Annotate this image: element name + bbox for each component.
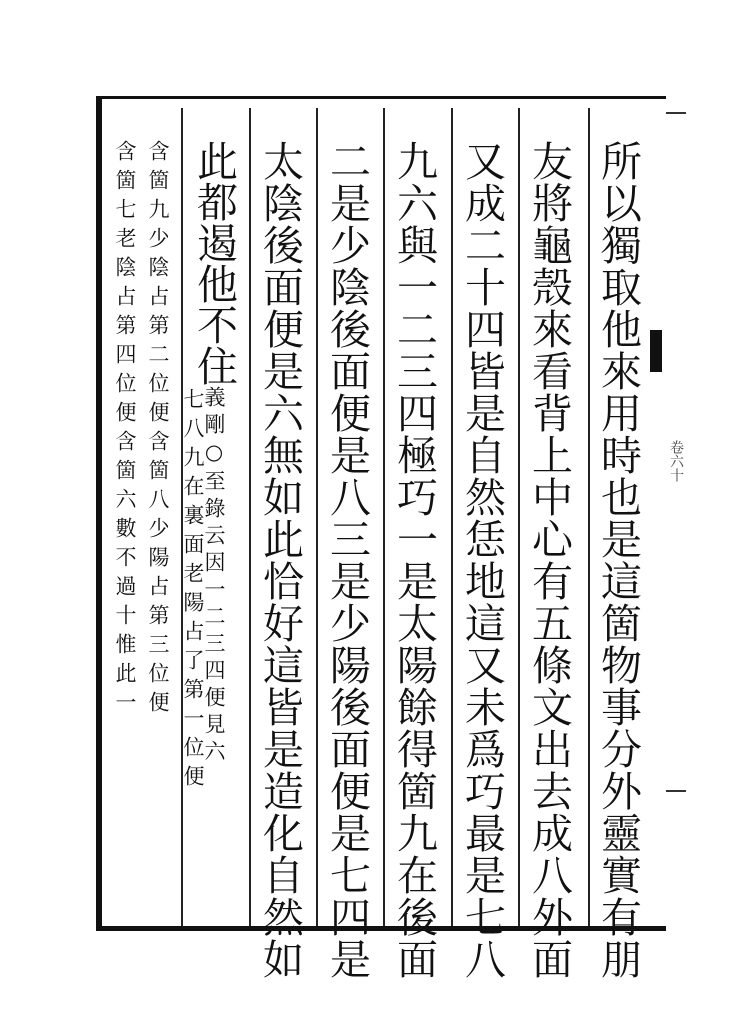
column-rule [249,108,251,926]
column-rule [451,108,453,926]
annotation-note: 義剛○至錄云因一二三四便見六 [202,386,226,767]
column-rule [316,108,318,926]
text-column-5: 二是少陰後面便是八三是少陽後面便是七四是 [323,140,371,980]
column-rule [588,108,590,926]
text-column-6: 太陰後面便是六無如此恰好這皆是造化自然如 [256,140,304,980]
text-column-1: 所以獨取他來用時也是這箇物事分外靈實有朋 [594,140,642,980]
text-column-4: 九六與一二三四極巧一是太陽餘得箇九在後面 [390,140,438,980]
text-column-3: 又成二十四皆是自然恁地這又未爲巧最是七八 [458,140,506,980]
margin-block-mark [650,330,662,372]
edge-tick [666,112,686,114]
edge-text: 卷六十 [668,440,684,482]
annotation-column-8-visible: 七八九在裏面老陽占了第一位便 [181,388,205,794]
text-column-2: 友將龜殼來看背上中心有五條文出去成八外面 [525,140,573,980]
edge-tick [666,790,686,792]
annotation-column-10: 含箇七老陰占第四位便含箇六數不過十惟此一 [113,140,137,720]
text-column-7-main: 此都遏他不住 [190,140,238,386]
column-rule [518,108,520,926]
column-rule [383,108,385,926]
annotation-column-9: 含箇九少陰占第二位便含箇八少陽占第三位便 [146,140,170,720]
